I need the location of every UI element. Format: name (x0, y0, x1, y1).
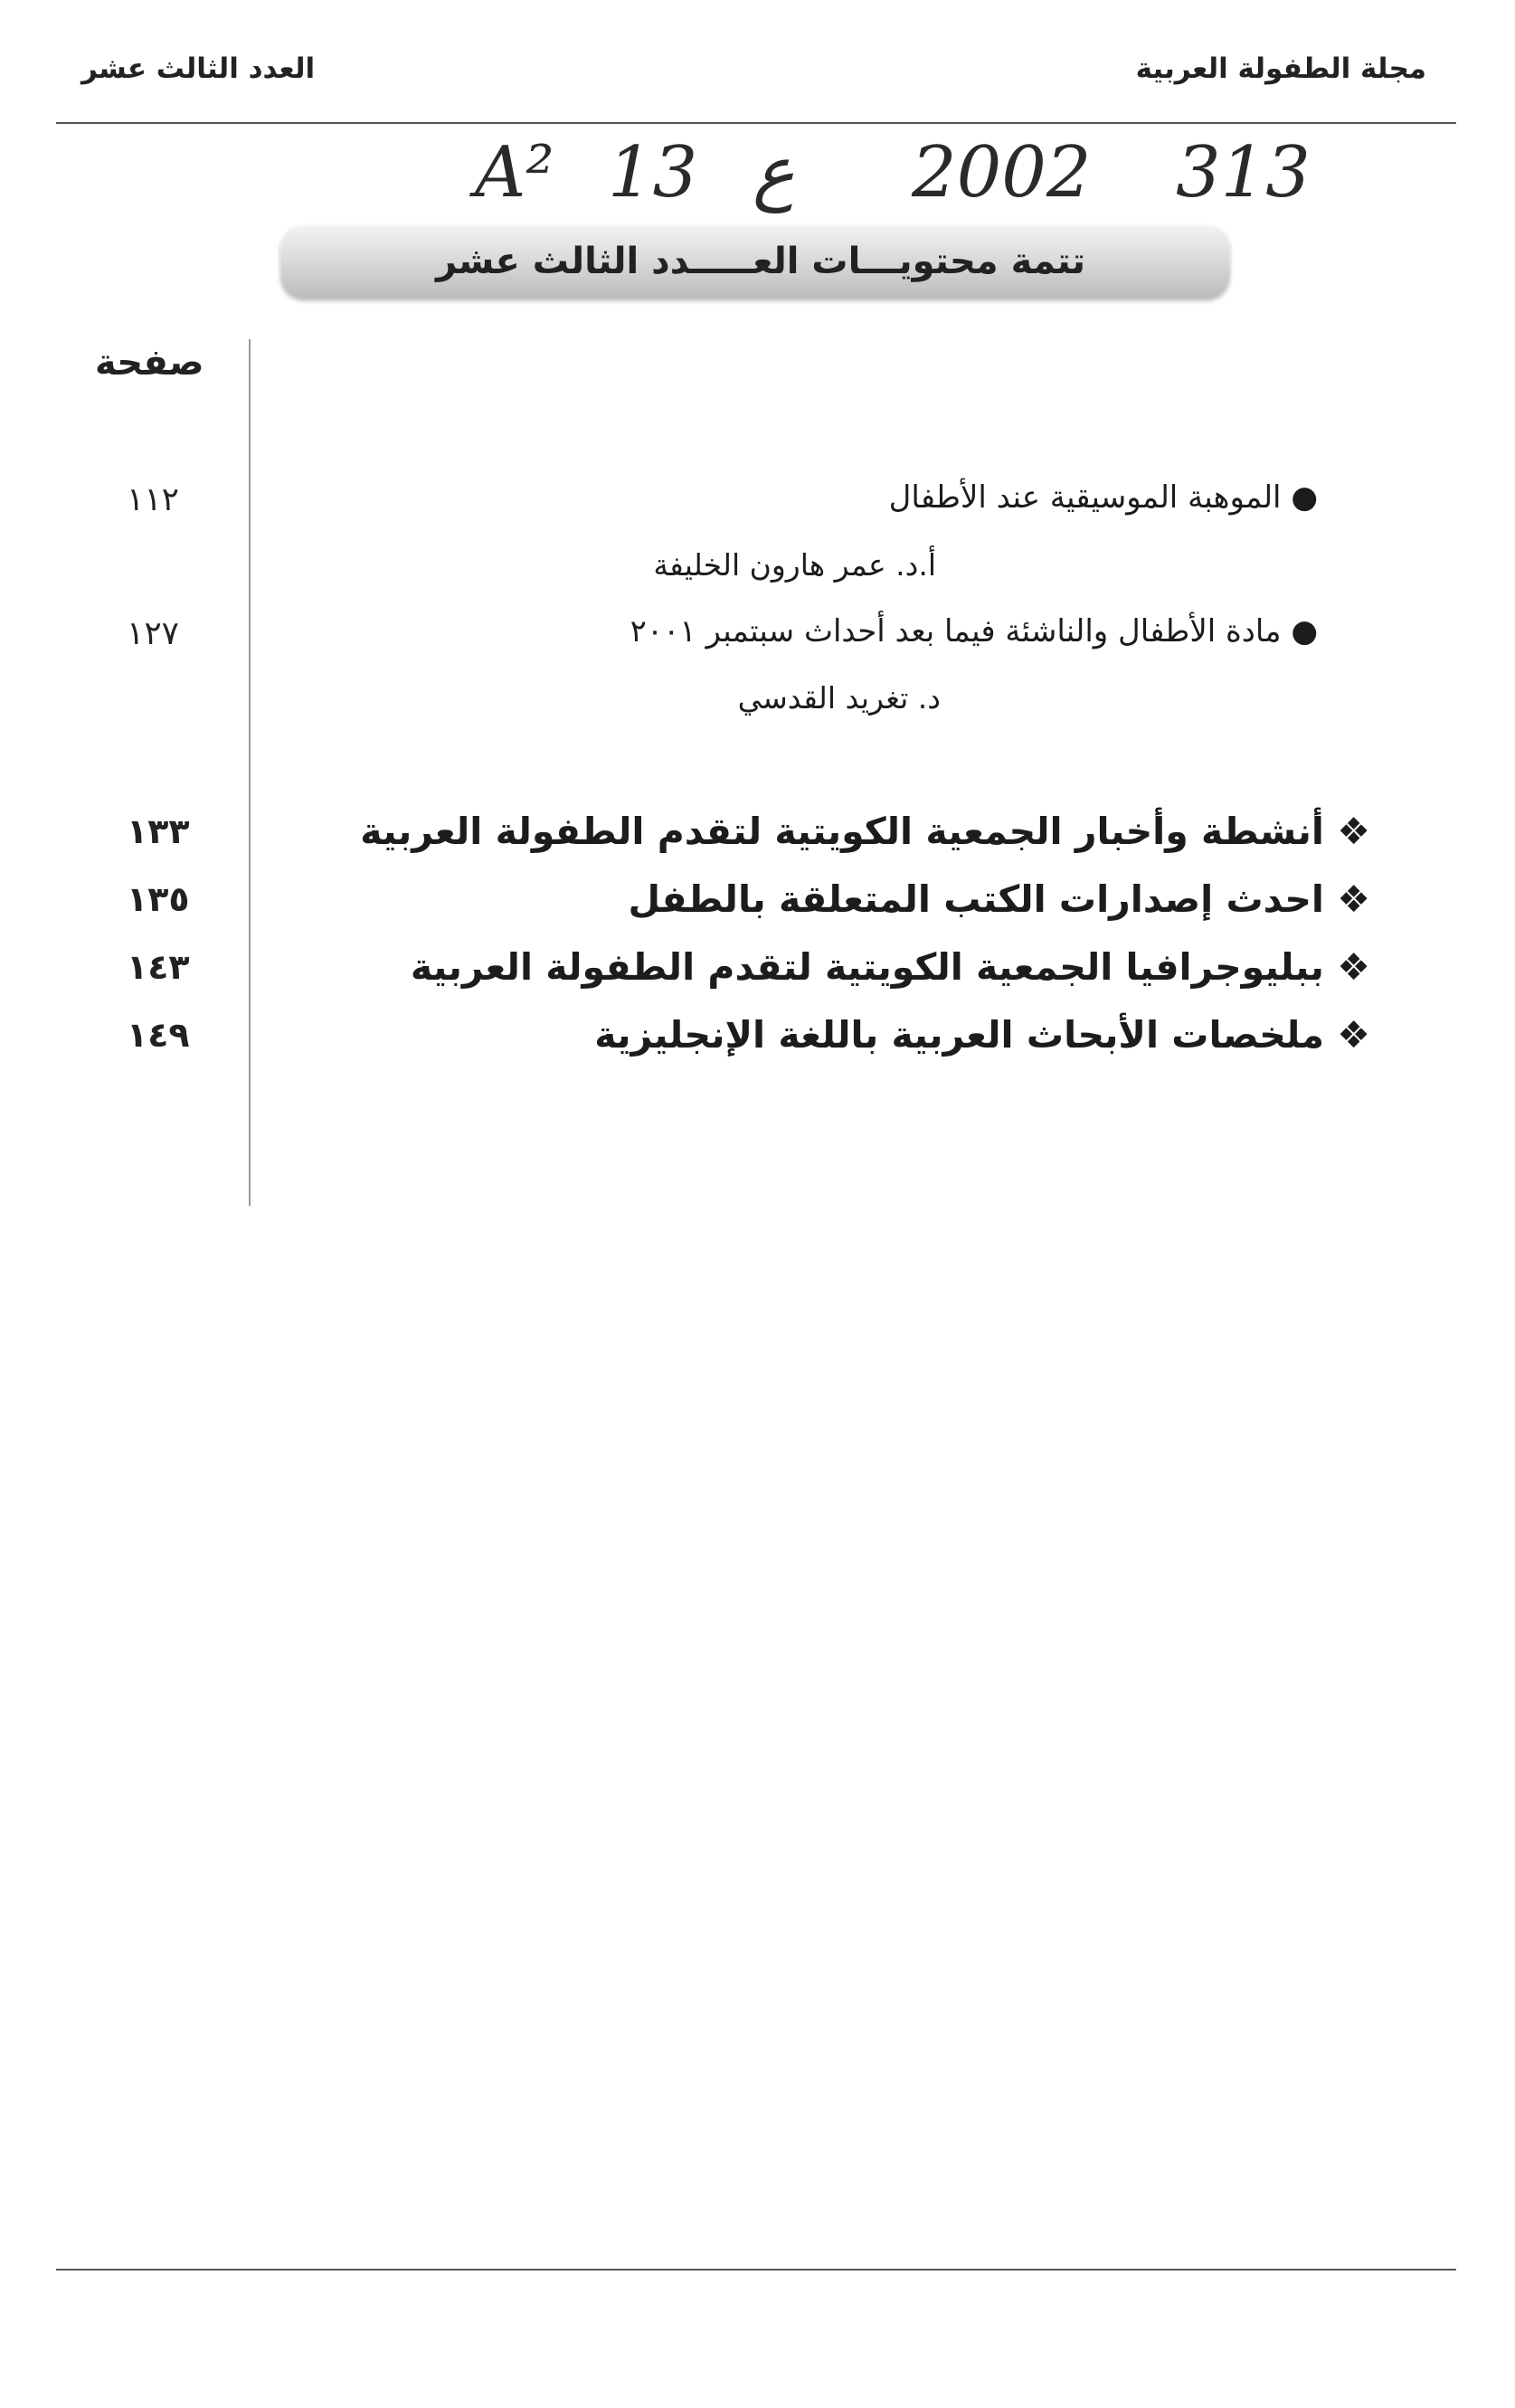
handwritten-note-part: A² (475, 132, 554, 213)
section-title: احدث إصدارات الكتب المتعلقة بالطفل (628, 877, 1324, 921)
issue-label: العدد الثالث عشر (81, 52, 316, 85)
section-entry (629, 877, 1370, 921)
page-number: ١١٢ (127, 481, 180, 518)
section-title: ببليوجرافيا الجمعية الكويتية لتقدم الطفولة العربية (410, 945, 1324, 989)
page-number: ١٤٣ (127, 947, 190, 987)
column-divider (249, 339, 251, 1206)
article-title (889, 479, 1318, 516)
page-number: ١٢٧ (127, 615, 180, 652)
section-title: أنشطة وأخبار الجمعية الكويتية لتقدم الطفولة العربية (360, 810, 1324, 853)
bullet-icon: ● (1291, 479, 1318, 516)
page-number: ١٣٥ (127, 879, 190, 919)
diamond-bullet-icon: ❖ (1337, 945, 1370, 989)
handwritten-note-part: 13 (608, 132, 698, 213)
section-title: ملخصات الأبحاث العربية باللغة الإنجليزية (594, 1013, 1324, 1057)
article-title-text: الموهبة الموسيقية عند الأطفال (888, 479, 1282, 516)
handwritten-note-part: 313 (1176, 132, 1311, 213)
article-title-text: مادة الأطفال والناشئة فيما بعد أحداث سبتمبر ٢٠٠١ (630, 613, 1282, 649)
page-number: ١٤٩ (127, 1015, 190, 1055)
journal-title: مجلة الطفولة العربية (1135, 52, 1426, 85)
page-number: ١٣٣ (127, 811, 190, 851)
bullet-icon: ● (1291, 613, 1318, 649)
article-author: أ.د. عمر هارون الخليفة (653, 547, 936, 583)
handwritten-note-part: 2002 (912, 132, 1092, 213)
diamond-bullet-icon: ❖ (1337, 877, 1370, 921)
diamond-bullet-icon: ❖ (1337, 810, 1370, 853)
page-column-label: صفحة (95, 342, 204, 384)
section-entry (411, 945, 1370, 989)
section-entry (360, 810, 1370, 853)
diamond-bullet-icon: ❖ (1337, 1013, 1370, 1057)
header-rule (56, 122, 1456, 124)
banner-title: تتمة محتويـــات العـــــدد الثالث عشر (435, 241, 1085, 282)
article-title (630, 613, 1318, 649)
footer-rule (56, 2269, 1456, 2271)
article-author: د. تغريد القدسي (737, 680, 941, 716)
handwritten-note-part: ع (753, 132, 795, 213)
contents-banner (280, 224, 1230, 299)
section-entry (594, 1013, 1370, 1057)
